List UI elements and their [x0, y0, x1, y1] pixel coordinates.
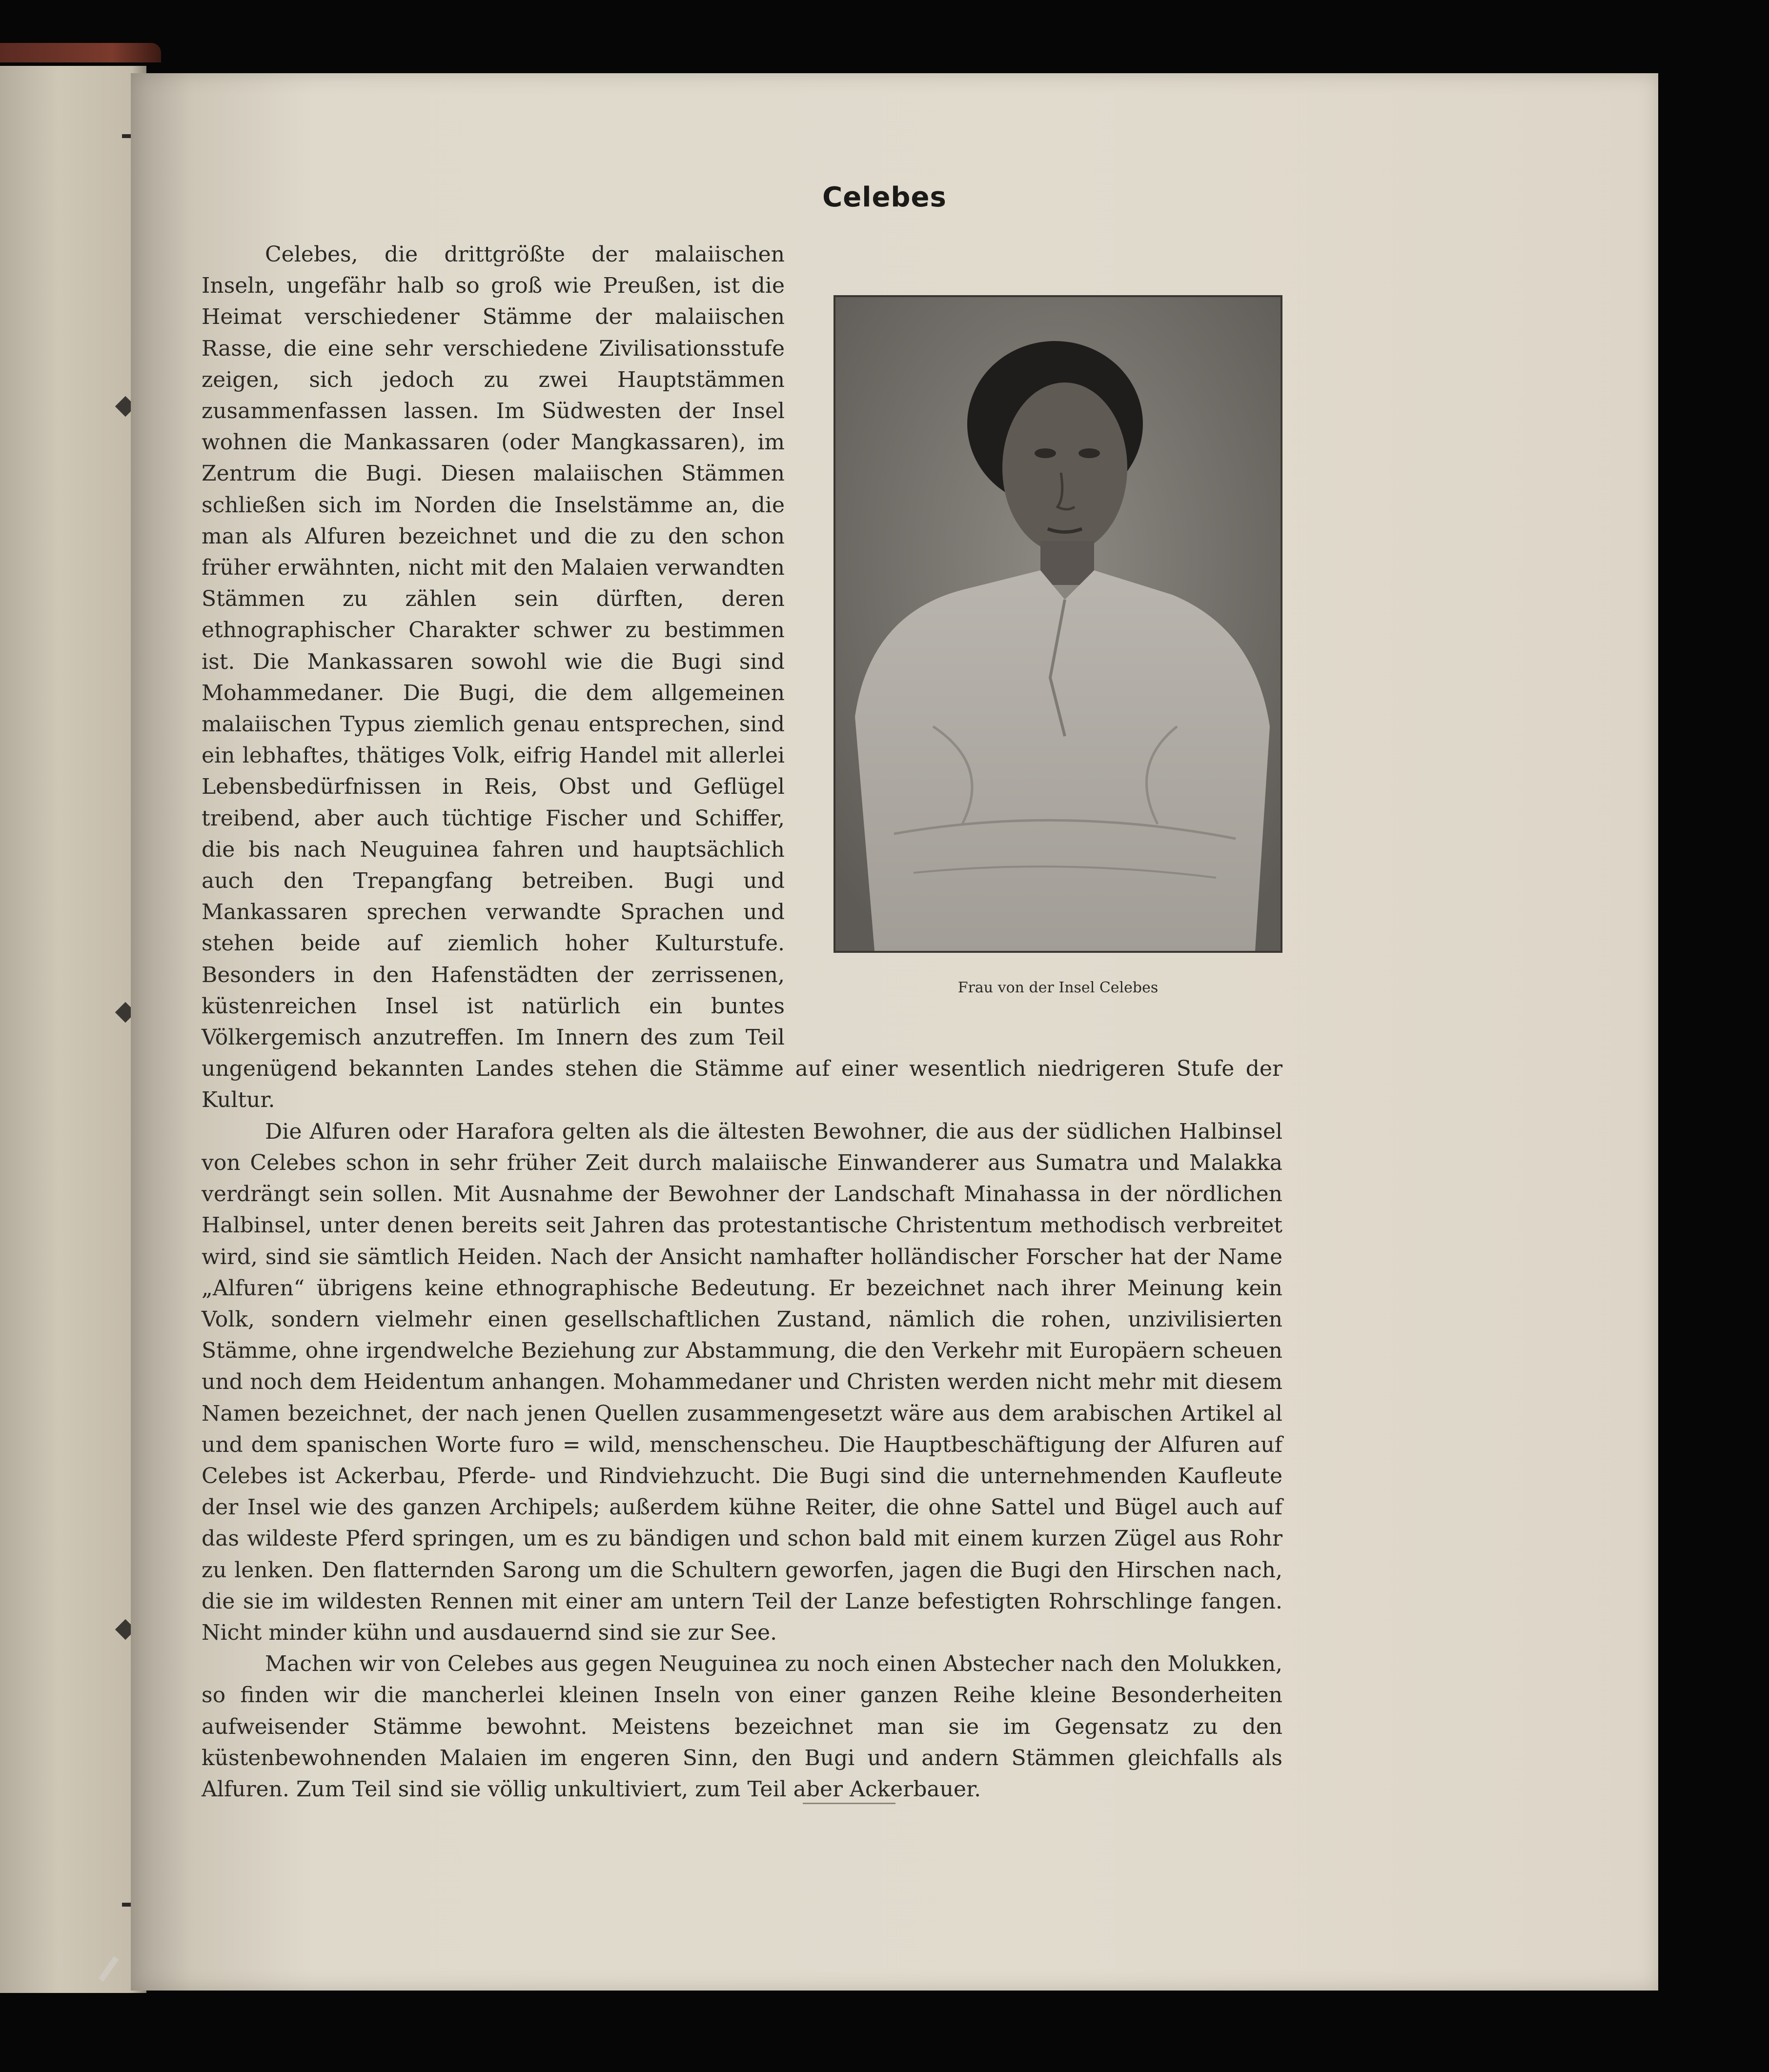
portrait-illustration	[835, 297, 1281, 951]
body-text	[202, 239, 1282, 1805]
paragraph: Die Alfuren oder Harafora gelten als die ältesten Bewohner, die aus der südlichen Halbinsel von Celebes schon in sehr früher Zeit durch malaiische Einwanderer aus Sumatra und Malakka verdrängt sein sollen. Mit Ausnahme der Bewohner der Landschaft Minahassa in der nördlichen Halbinsel, unter denen bereits seit Jahren das protestantische Christentum methodisch verbreitet wird, sind sie sämtlich Heiden. Nach der Ansicht namhafter holländischer Forscher hat der Name „Alfuren“ übrigens keine ethnographische Bedeutung. Er bezeichnet nach ihrer Meinung kein Volk, sondern vielmehr einen gesellschaftlichen Zustand, nämlich die rohen, unzivilisierten Stämme, ohne irgendwelche Beziehung zur Abstammung, die den Verkehr mit Europäern scheuen und noch dem Heidentum anhangen. Mohammedaner und Christen werden nicht mehr mit diesem Namen bezeichnet, der nach jenen Quellen zusammengesetzt wäre aus dem arabischen Artikel al und dem spanischen Worte furo = wild, menschenscheu. Die Hauptbeschäftigung der Alfuren auf Celebes ist Ackerbau, Pferde- und Rindviehzucht. Die Bugi sind die unternehmenden Kaufleute der Insel wie des ganzen Archipels; außerdem kühne Reiter, die ohne Sattel und Bügel auch auf das wildeste Pferd springen, um es zu bändigen und schon bald mit einem kurzen Zügel aus Rohr zu lenken. Den flatternden Sarong um die Schultern geworfen, jagen die Bugi den Hirschen nach, die sie im wildesten Rennen mit einer am untern Teil der Lanze befestigten Rohrschlinge fangen. Nicht minder kühn und ausdauernd sind sie zur See.	[202, 1119, 1282, 1645]
left-page-edge	[0, 66, 146, 1993]
end-rule	[803, 1803, 895, 1804]
portrait-photo	[834, 295, 1282, 953]
figure-caption: Frau von der Insel Celebes	[957, 979, 1159, 996]
book-spine	[0, 43, 161, 62]
paragraph: Celebes, die drittgrößte der malaiischen Inseln, ungefähr halb so groß wie Preußen, ist die Heimat verschiedener Stämme der malaiischen Rasse, die eine sehr verschiedene Zivilisationsstufe zeigen, sich jedoch zu zwei Hauptstämmen zusammenfassen lassen. Im Südwesten der Insel wohnen die Mankassaren (oder Mangkassaren), im Zentrum die Bugi. Diesen malaiischen Stämmen schließen sich im Norden die Inselstämme an, die man als Alfuren bezeichnet und die zu den schon früher erwähnten, nicht mit den Malaien verwandten Stämmen zu zählen sein dürften, deren ethnographischer Charakter schwer zu bestimmen ist. Die Mankassaren sowohl wie die Bugi sind Mohammedaner. Die Bugi, die dem allgemeinen malaiischen Typus ziemlich genau entsprechen, sind ein lebhaftes, thätiges Volk, eifrig Handel mit allerlei Lebensbedürfnissen in Reis, Obst und Geflügel treibend, aber auch tüchtige Fischer und Schiffer, die bis nach Neuguinea fahren und hauptsächlich auch den Trepangfang betreiben. Bugi und Mankassaren sprechen verwandte Sprachen und stehen beide auf ziemlich hoher Kulturstufe. Besonders in den Hafenstädten der zerrissenen, küstenreichen Insel ist natürlich ein buntes Völkergemisch anzutreffen. Im Innern des zum Teil ungenügend bekannten Landes stehen die Stämme auf einer wesentlich niedrigeren Stufe der Kultur.	[202, 242, 1282, 1113]
page-title: Celebes	[822, 181, 947, 213]
paragraph: Machen wir von Celebes aus gegen Neuguinea zu noch einen Abstecher nach den Molukken, so finden wir die mancherlei kleinen Inseln von einer ganzen Reihe kleine Besonderheiten aufweisender Stämme bewohnt. Meistens bezeichnet man sie im Gegensatz zu den küstenbewohnenden Malaien im engeren Sinn, den Bugi und andern Stämmen gleichfalls als Alfuren. Zum Teil sind sie völlig unkultiviert, zum Teil aber Ackerbauer.	[202, 1651, 1282, 1802]
figure	[834, 295, 1282, 1043]
